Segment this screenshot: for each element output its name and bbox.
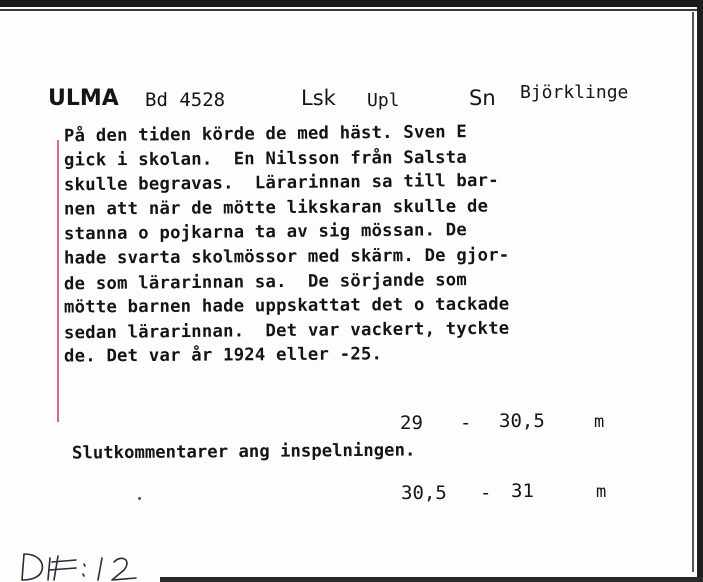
ink-dot <box>138 497 141 500</box>
body-line: skulle begravas. Lärarinnan sa till bar- <box>63 170 499 196</box>
timing-2-unit: m <box>596 482 607 502</box>
margin-line <box>57 140 59 422</box>
body-line: sedan lärarinnan. Det var vackert, tyckte <box>63 318 510 344</box>
card-top-line <box>0 9 703 11</box>
body-line: mötte barnen hade uppskattat det o tackade <box>63 294 510 318</box>
body-line: de som lärarinnan sa. De sörjande som <box>63 269 468 294</box>
province-value: Upl <box>367 90 400 111</box>
timing-1-unit: m <box>594 412 605 432</box>
card-bottom-edge <box>160 577 703 582</box>
body-line: nen att när de mötte likskaran skulle de <box>63 196 489 220</box>
parish-value: Björklinge <box>520 82 629 103</box>
body-line: stanna o pojkarna ta av sig mössan. De <box>63 220 468 245</box>
card-right-edge <box>697 0 703 582</box>
parish-label: Sn <box>469 86 496 110</box>
card-body-text <box>64 122 509 368</box>
body-line: de. Det var år 1924 eller -25. <box>63 344 383 367</box>
body-line: gick i skolan. En Nilsson från Salsta <box>63 147 468 171</box>
timing-1-end: 30,5 <box>499 410 545 432</box>
archive-code: ULMA <box>48 86 119 111</box>
card-right-line <box>692 12 694 572</box>
body-line: På den tiden körde de med häst. Sven E <box>63 122 468 147</box>
handwritten-signature <box>18 548 168 582</box>
timing-2-end: 31 <box>511 480 534 502</box>
timing-2-dash: - <box>480 482 492 504</box>
card-top-edge <box>0 0 703 7</box>
timing-1-dash: - <box>460 412 472 434</box>
closing-comment: Slutkommentarer ang inspelningen. <box>71 440 416 464</box>
volume-number: Bd 4528 <box>145 89 226 111</box>
timing-2-start: 30,5 <box>401 482 447 504</box>
province-label: Lsk <box>301 86 336 110</box>
timing-1-start: 29 <box>400 412 423 434</box>
body-line: hade svarta skolmössor med skärm. De gjor- <box>63 245 510 269</box>
